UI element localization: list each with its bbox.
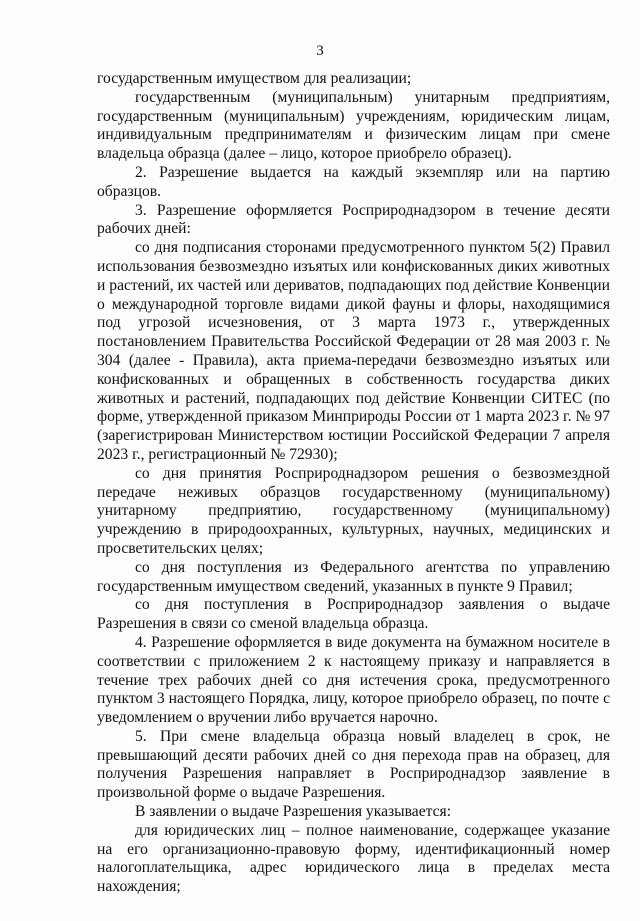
paragraph: со дня подписания сторонами предусмотренного пунктом 5(2) Правил использования безвозмездно изъятых или конфискованных диких животных и растений, их частей или дериватов, подпадающих под действие Конвенции о международной торговле видами дикой фауны и флоры, находящимися под угрозой исчезновения, от 3 марта 1973 г., утвержденных постановлением Правительства Российской Федерации от 28 мая 2003 г. № 304 (далее - Правила), акта приема-передачи безвозмездно изъятых или конфискованных и обращенных в собственность государства диких животных и растений, подпадающих под действие Конвенции СИТЕС (по форме, утвержденной приказом Минприроды России от 1 марта 2023 г. № 97 (зарегистрирован Министерством юстиции Российской Федерации 7 апреля 2023 г., регистрационный № 72930); (97, 239, 610, 463)
document-body (97, 70, 610, 897)
paragraph: 5. При смене владельца образца новый владелец в срок, не превышающий десяти рабочих дней со дня перехода прав на образец, для получения Разрешения направляет в Росприроднадзор заявление в произвольной форме о выдаче Разрешения. (97, 727, 610, 802)
paragraph: 2. Разрешение выдается на каждый экземпляр или на партию образцов. (97, 163, 610, 200)
paragraph: 4. Разрешение оформляется в виде документа на бумажном носителе в соответствии с приложением 2 к настоящему приказу и направляется в течение трех рабочих дней со дня истечения срока, предусмотренного пунктом 3 настоящего Порядка, лицу, которое приобрело образец, по почте с уведомлением о вручении либо вручается нарочно. (97, 633, 610, 727)
paragraph: В заявлении о выдаче Разрешения указывается: (135, 803, 452, 821)
paragraph: 3. Разрешение оформляется Росприроднадзором в течение десяти рабочих дней: (97, 201, 610, 238)
paragraph: государственным имуществом для реализации; (97, 70, 412, 87)
paragraph: государственным (муниципальным) унитарным предприятиям, государственным (муниципальным) учреждениям, юридическим лицам, индивидуальным предпринимателям и физическим лицам при смене владельца образца (далее – лицо, которое приобрело образец). (97, 88, 610, 163)
paragraph: для юридических лиц – полное наименование, содержащее указание на его организационно-правовую форму, идентификационный номер налогоплательщика, адрес юридического лица в пределах места нахождения; (97, 821, 610, 896)
page-number: 3 (316, 43, 324, 59)
paragraph: со дня поступления в Росприроднадзор заявления о выдаче Разрешения в связи со сменой владельца образца. (97, 596, 610, 633)
paragraph: со дня принятия Росприроднадзором решения о безвозмездной передаче неживых образцов государственному (муниципальному) унитарному предприятию, государственному (муниципальному) учреждению в природоохранных, культурных, научных, медицинских и просветительских целях; (97, 464, 610, 557)
paragraph: со дня поступления из Федерального агентства по управлению государственным имуществом сведений, указанных в пункте 9 Правил; (97, 558, 610, 595)
